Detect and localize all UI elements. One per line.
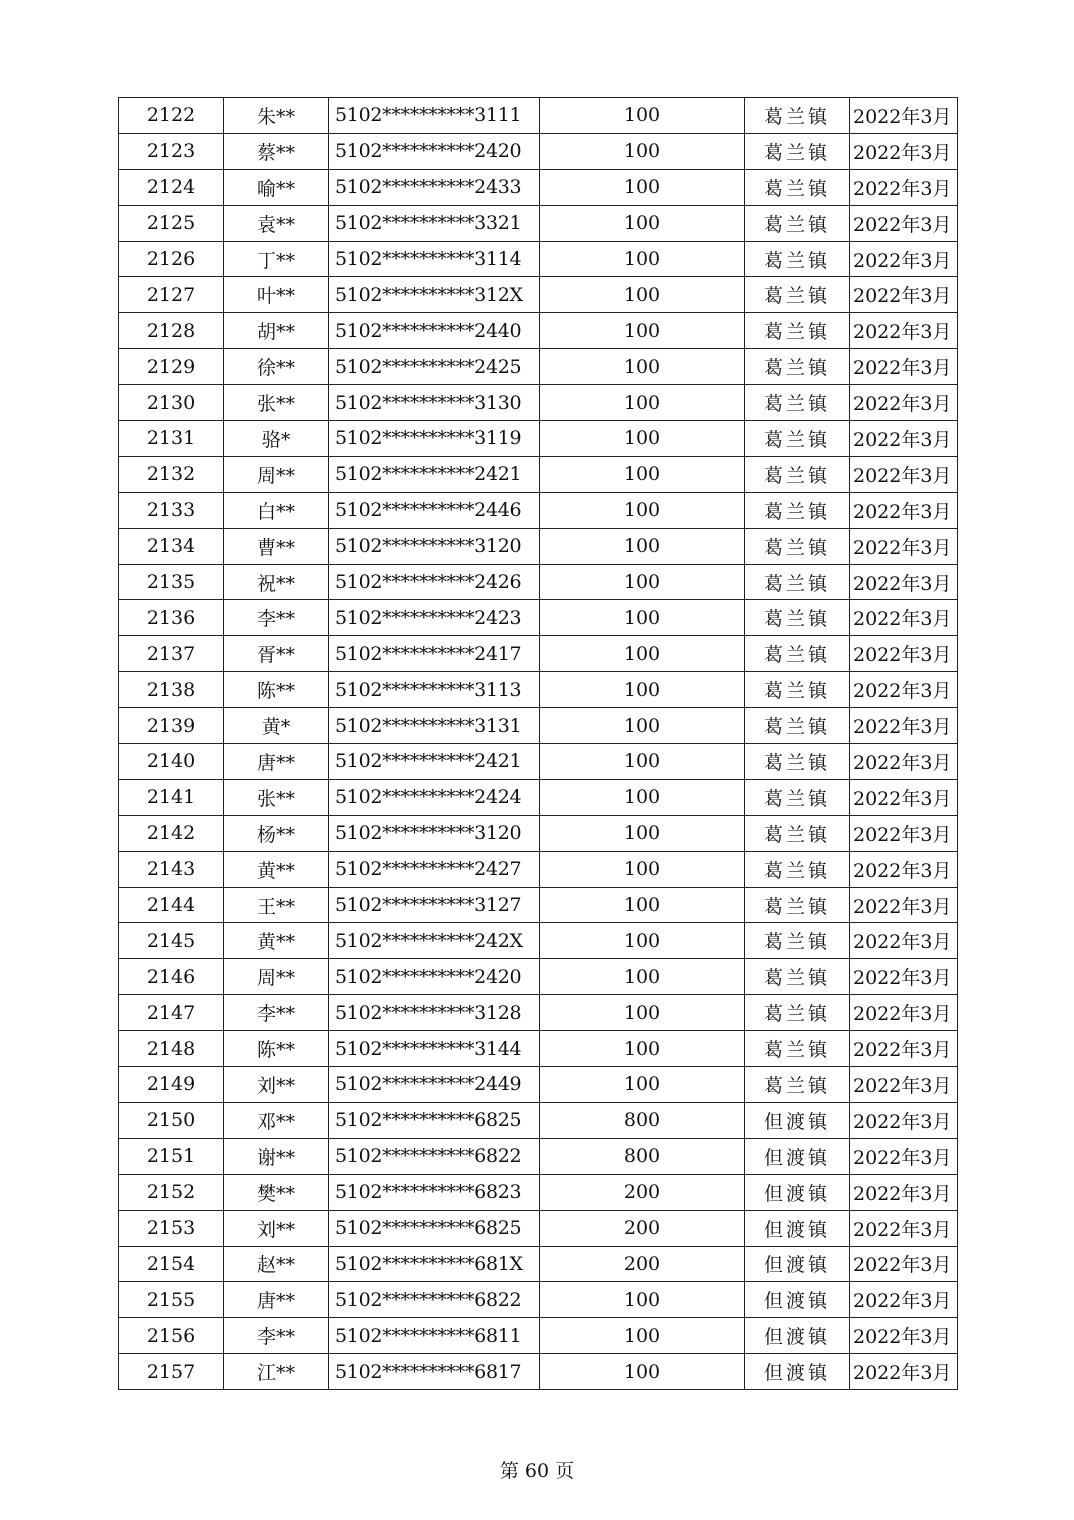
date-cell: 2022年3月: [850, 205, 958, 241]
row-index-cell: 2149: [119, 1067, 224, 1103]
row-index-cell: 2125: [119, 205, 224, 241]
page-number-suffix: 页: [555, 1460, 575, 1482]
town-cell: 葛兰镇: [745, 672, 850, 708]
date-cell: 2022年3月: [850, 277, 958, 313]
row-index-cell: 2130: [119, 385, 224, 421]
table-row: [119, 385, 958, 421]
id-number-cell: 5102**********2440: [329, 313, 540, 349]
amount-cell: 100: [540, 421, 745, 457]
town-cell: 葛兰镇: [745, 492, 850, 528]
name-cell: 周**: [224, 959, 329, 995]
amount-cell: 100: [540, 995, 745, 1031]
table-row: [119, 492, 958, 528]
town-cell: 葛兰镇: [745, 385, 850, 421]
id-number-cell: 5102**********2433: [329, 169, 540, 205]
date-cell: 2022年3月: [850, 1246, 958, 1282]
name-cell: 江**: [224, 1354, 329, 1390]
id-number-cell: 5102**********3113: [329, 672, 540, 708]
table-row: [119, 421, 958, 457]
row-index-cell: 2139: [119, 708, 224, 744]
name-cell: 周**: [224, 456, 329, 492]
table-row: [119, 779, 958, 815]
date-cell: 2022年3月: [850, 456, 958, 492]
amount-cell: 100: [540, 600, 745, 636]
date-cell: 2022年3月: [850, 995, 958, 1031]
id-number-cell: 5102**********2421: [329, 744, 540, 780]
row-index-cell: 2138: [119, 672, 224, 708]
date-cell: 2022年3月: [850, 1138, 958, 1174]
amount-cell: 100: [540, 779, 745, 815]
name-cell: 陈**: [224, 1031, 329, 1067]
town-cell: 葛兰镇: [745, 241, 850, 277]
name-cell: 袁**: [224, 205, 329, 241]
amount-cell: 100: [540, 744, 745, 780]
table-row: [119, 600, 958, 636]
town-cell: 但渡镇: [745, 1354, 850, 1390]
name-cell: 樊**: [224, 1174, 329, 1210]
name-cell: 刘**: [224, 1067, 329, 1103]
name-cell: 陈**: [224, 672, 329, 708]
name-cell: 喻**: [224, 169, 329, 205]
name-cell: 曹**: [224, 528, 329, 564]
amount-cell: 100: [540, 1031, 745, 1067]
amount-cell: 100: [540, 708, 745, 744]
date-cell: 2022年3月: [850, 169, 958, 205]
table-row: [119, 1174, 958, 1210]
name-cell: 徐**: [224, 349, 329, 385]
row-index-cell: 2154: [119, 1246, 224, 1282]
row-index-cell: 2123: [119, 133, 224, 169]
date-cell: 2022年3月: [850, 1067, 958, 1103]
town-cell: 但渡镇: [745, 1174, 850, 1210]
row-index-cell: 2126: [119, 241, 224, 277]
town-cell: 葛兰镇: [745, 313, 850, 349]
row-index-cell: 2144: [119, 887, 224, 923]
table-row: [119, 636, 958, 672]
amount-cell: 100: [540, 564, 745, 600]
row-index-cell: 2136: [119, 600, 224, 636]
page-number: 60: [524, 1460, 550, 1482]
table-body: [119, 98, 958, 1390]
row-index-cell: 2152: [119, 1174, 224, 1210]
id-number-cell: 5102**********3120: [329, 528, 540, 564]
town-cell: 葛兰镇: [745, 205, 850, 241]
town-cell: 葛兰镇: [745, 815, 850, 851]
date-cell: 2022年3月: [850, 385, 958, 421]
name-cell: 朱**: [224, 98, 329, 134]
table-row: [119, 851, 958, 887]
row-index-cell: 2137: [119, 636, 224, 672]
amount-cell: 100: [540, 205, 745, 241]
name-cell: 刘**: [224, 1210, 329, 1246]
town-cell: 但渡镇: [745, 1282, 850, 1318]
town-cell: 葛兰镇: [745, 98, 850, 134]
row-index-cell: 2143: [119, 851, 224, 887]
row-index-cell: 2146: [119, 959, 224, 995]
row-index-cell: 2141: [119, 779, 224, 815]
id-number-cell: 5102**********6817: [329, 1354, 540, 1390]
row-index-cell: 2157: [119, 1354, 224, 1390]
table-row: [119, 923, 958, 959]
amount-cell: 100: [540, 1067, 745, 1103]
town-cell: 葛兰镇: [745, 349, 850, 385]
id-number-cell: 5102**********6825: [329, 1102, 540, 1138]
id-number-cell: 5102**********6823: [329, 1174, 540, 1210]
id-number-cell: 5102**********2421: [329, 456, 540, 492]
table-row: [119, 1067, 958, 1103]
table-row: [119, 169, 958, 205]
name-cell: 张**: [224, 385, 329, 421]
row-index-cell: 2140: [119, 744, 224, 780]
id-number-cell: 5102**********3120: [329, 815, 540, 851]
town-cell: 但渡镇: [745, 1318, 850, 1354]
row-index-cell: 2153: [119, 1210, 224, 1246]
town-cell: 葛兰镇: [745, 456, 850, 492]
name-cell: 蔡**: [224, 133, 329, 169]
table-row: [119, 564, 958, 600]
date-cell: 2022年3月: [850, 708, 958, 744]
date-cell: 2022年3月: [850, 744, 958, 780]
amount-cell: 100: [540, 277, 745, 313]
date-cell: 2022年3月: [850, 349, 958, 385]
row-index-cell: 2127: [119, 277, 224, 313]
date-cell: 2022年3月: [850, 1210, 958, 1246]
name-cell: 丁**: [224, 241, 329, 277]
row-index-cell: 2150: [119, 1102, 224, 1138]
amount-cell: 100: [540, 1318, 745, 1354]
table-row: [119, 1318, 958, 1354]
town-cell: 葛兰镇: [745, 277, 850, 313]
row-index-cell: 2148: [119, 1031, 224, 1067]
id-number-cell: 5102**********2426: [329, 564, 540, 600]
amount-cell: 100: [540, 456, 745, 492]
id-number-cell: 5102**********2425: [329, 349, 540, 385]
id-number-cell: 5102**********3111: [329, 98, 540, 134]
row-index-cell: 2122: [119, 98, 224, 134]
id-number-cell: 5102**********2424: [329, 779, 540, 815]
town-cell: 但渡镇: [745, 1246, 850, 1282]
town-cell: 葛兰镇: [745, 1031, 850, 1067]
amount-cell: 100: [540, 1354, 745, 1390]
table-row: [119, 349, 958, 385]
date-cell: 2022年3月: [850, 492, 958, 528]
amount-cell: 100: [540, 1282, 745, 1318]
name-cell: 白**: [224, 492, 329, 528]
table-row: [119, 959, 958, 995]
id-number-cell: 5102**********3128: [329, 995, 540, 1031]
town-cell: 葛兰镇: [745, 600, 850, 636]
row-index-cell: 2128: [119, 313, 224, 349]
name-cell: 张**: [224, 779, 329, 815]
id-number-cell: 5102**********2423: [329, 600, 540, 636]
amount-cell: 100: [540, 923, 745, 959]
town-cell: 但渡镇: [745, 1102, 850, 1138]
table-row: [119, 205, 958, 241]
date-cell: 2022年3月: [850, 1318, 958, 1354]
page-footer: [0, 1456, 1074, 1483]
row-index-cell: 2147: [119, 995, 224, 1031]
town-cell: 葛兰镇: [745, 1067, 850, 1103]
name-cell: 李**: [224, 1318, 329, 1354]
date-cell: 2022年3月: [850, 779, 958, 815]
table-row: [119, 1031, 958, 1067]
id-number-cell: 5102**********242X: [329, 923, 540, 959]
id-number-cell: 5102**********2417: [329, 636, 540, 672]
id-number-cell: 5102**********2427: [329, 851, 540, 887]
name-cell: 黄**: [224, 923, 329, 959]
table-row: [119, 313, 958, 349]
town-cell: 葛兰镇: [745, 636, 850, 672]
table-row: [119, 277, 958, 313]
table-row: [119, 708, 958, 744]
amount-cell: 100: [540, 636, 745, 672]
amount-cell: 100: [540, 887, 745, 923]
name-cell: 唐**: [224, 1282, 329, 1318]
row-index-cell: 2142: [119, 815, 224, 851]
amount-cell: 100: [540, 851, 745, 887]
table-row: [119, 1102, 958, 1138]
date-cell: 2022年3月: [850, 959, 958, 995]
town-cell: 葛兰镇: [745, 887, 850, 923]
amount-cell: 100: [540, 313, 745, 349]
amount-cell: 100: [540, 133, 745, 169]
table-row: [119, 1138, 958, 1174]
name-cell: 赵**: [224, 1246, 329, 1282]
town-cell: 葛兰镇: [745, 959, 850, 995]
name-cell: 黄*: [224, 708, 329, 744]
name-cell: 李**: [224, 995, 329, 1031]
town-cell: 葛兰镇: [745, 133, 850, 169]
date-cell: 2022年3月: [850, 241, 958, 277]
date-cell: 2022年3月: [850, 421, 958, 457]
table-row: [119, 744, 958, 780]
date-cell: 2022年3月: [850, 923, 958, 959]
data-table-container: [118, 97, 958, 1390]
row-index-cell: 2131: [119, 421, 224, 457]
row-index-cell: 2129: [119, 349, 224, 385]
name-cell: 胥**: [224, 636, 329, 672]
table-row: [119, 1282, 958, 1318]
table-row: [119, 528, 958, 564]
row-index-cell: 2155: [119, 1282, 224, 1318]
date-cell: 2022年3月: [850, 636, 958, 672]
row-index-cell: 2132: [119, 456, 224, 492]
date-cell: 2022年3月: [850, 1174, 958, 1210]
table-row: [119, 815, 958, 851]
table-row: [119, 241, 958, 277]
name-cell: 黄**: [224, 851, 329, 887]
town-cell: 葛兰镇: [745, 995, 850, 1031]
id-number-cell: 5102**********3127: [329, 887, 540, 923]
name-cell: 祝**: [224, 564, 329, 600]
name-cell: 胡**: [224, 313, 329, 349]
town-cell: 葛兰镇: [745, 744, 850, 780]
table-row: [119, 98, 958, 134]
table-row: [119, 995, 958, 1031]
row-index-cell: 2135: [119, 564, 224, 600]
date-cell: 2022年3月: [850, 887, 958, 923]
amount-cell: 100: [540, 169, 745, 205]
row-index-cell: 2145: [119, 923, 224, 959]
town-cell: 葛兰镇: [745, 708, 850, 744]
id-number-cell: 5102**********2449: [329, 1067, 540, 1103]
id-number-cell: 5102**********3114: [329, 241, 540, 277]
page-number-prefix: 第: [499, 1460, 519, 1482]
amount-cell: 100: [540, 241, 745, 277]
date-cell: 2022年3月: [850, 98, 958, 134]
id-number-cell: 5102**********312X: [329, 277, 540, 313]
name-cell: 王**: [224, 887, 329, 923]
id-number-cell: 5102**********2420: [329, 959, 540, 995]
table-row: [119, 887, 958, 923]
amount-cell: 100: [540, 349, 745, 385]
name-cell: 叶**: [224, 277, 329, 313]
town-cell: 葛兰镇: [745, 528, 850, 564]
amount-cell: 100: [540, 492, 745, 528]
table-row: [119, 1354, 958, 1390]
name-cell: 杨**: [224, 815, 329, 851]
date-cell: 2022年3月: [850, 133, 958, 169]
id-number-cell: 5102**********2446: [329, 492, 540, 528]
id-number-cell: 5102**********3144: [329, 1031, 540, 1067]
name-cell: 李**: [224, 600, 329, 636]
id-number-cell: 5102**********2420: [329, 133, 540, 169]
town-cell: 葛兰镇: [745, 169, 850, 205]
table-row: [119, 456, 958, 492]
amount-cell: 200: [540, 1174, 745, 1210]
date-cell: 2022年3月: [850, 564, 958, 600]
town-cell: 葛兰镇: [745, 421, 850, 457]
amount-cell: 100: [540, 98, 745, 134]
date-cell: 2022年3月: [850, 1102, 958, 1138]
name-cell: 邓**: [224, 1102, 329, 1138]
id-number-cell: 5102**********3130: [329, 385, 540, 421]
data-table: [118, 97, 958, 1390]
amount-cell: 200: [540, 1210, 745, 1246]
table-row: [119, 672, 958, 708]
id-number-cell: 5102**********6822: [329, 1138, 540, 1174]
amount-cell: 200: [540, 1246, 745, 1282]
id-number-cell: 5102**********681X: [329, 1246, 540, 1282]
name-cell: 唐**: [224, 744, 329, 780]
amount-cell: 100: [540, 385, 745, 421]
id-number-cell: 5102**********6825: [329, 1210, 540, 1246]
date-cell: 2022年3月: [850, 851, 958, 887]
row-index-cell: 2134: [119, 528, 224, 564]
id-number-cell: 5102**********3321: [329, 205, 540, 241]
id-number-cell: 5102**********3131: [329, 708, 540, 744]
date-cell: 2022年3月: [850, 1282, 958, 1318]
town-cell: 葛兰镇: [745, 564, 850, 600]
date-cell: 2022年3月: [850, 1354, 958, 1390]
town-cell: 但渡镇: [745, 1210, 850, 1246]
date-cell: 2022年3月: [850, 1031, 958, 1067]
town-cell: 葛兰镇: [745, 779, 850, 815]
row-index-cell: 2124: [119, 169, 224, 205]
row-index-cell: 2156: [119, 1318, 224, 1354]
name-cell: 谢**: [224, 1138, 329, 1174]
date-cell: 2022年3月: [850, 600, 958, 636]
town-cell: 葛兰镇: [745, 851, 850, 887]
row-index-cell: 2133: [119, 492, 224, 528]
amount-cell: 100: [540, 528, 745, 564]
date-cell: 2022年3月: [850, 815, 958, 851]
id-number-cell: 5102**********3119: [329, 421, 540, 457]
amount-cell: 100: [540, 672, 745, 708]
table-row: [119, 133, 958, 169]
row-index-cell: 2151: [119, 1138, 224, 1174]
date-cell: 2022年3月: [850, 313, 958, 349]
amount-cell: 100: [540, 959, 745, 995]
table-row: [119, 1246, 958, 1282]
date-cell: 2022年3月: [850, 672, 958, 708]
name-cell: 骆*: [224, 421, 329, 457]
town-cell: 但渡镇: [745, 1138, 850, 1174]
town-cell: 葛兰镇: [745, 923, 850, 959]
amount-cell: 800: [540, 1102, 745, 1138]
table-row: [119, 1210, 958, 1246]
amount-cell: 800: [540, 1138, 745, 1174]
amount-cell: 100: [540, 815, 745, 851]
date-cell: 2022年3月: [850, 528, 958, 564]
id-number-cell: 5102**********6822: [329, 1282, 540, 1318]
id-number-cell: 5102**********6811: [329, 1318, 540, 1354]
